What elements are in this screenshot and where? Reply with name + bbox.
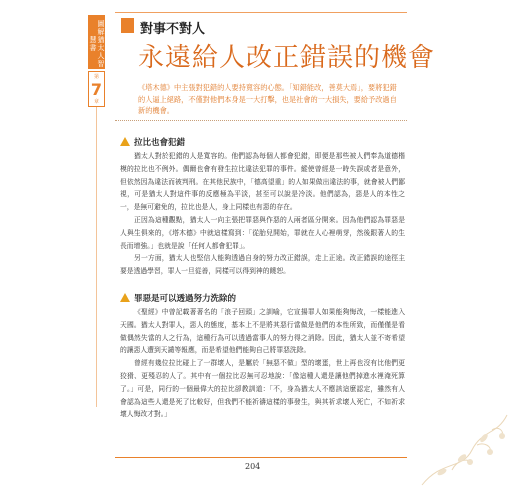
warning-triangle-icon	[120, 293, 130, 302]
kicker-marker	[121, 18, 134, 33]
side-divider	[96, 107, 97, 407]
footer-rule	[115, 457, 407, 458]
header-rule	[115, 12, 407, 13]
paragraph: 另一方面，猶太人也堅信人能夠透過自身的努力改正錯誤，走上正途。改正錯誤的途徑主要是透過學習，罪人一旦從善，同樣可以得到神的饒恕。	[120, 254, 405, 276]
chapter-marker	[88, 71, 105, 107]
page-title: 永遠給人改正錯誤的機會	[138, 43, 436, 73]
paragraph: 曾經有幾位拉比碰上了一群壞人，是屬於「無惡不做」型的壞蛋，世上再也沒有比他們更狡猾、更殘忍的人了。其中有一個拉比忍無可忍地說：「像這種人還是讓他們掉進水裡淹死算了。」可是，同行的一個最偉大的拉比卻教訓道：「不，身為猶太人不應該這麼認定，雖然有人會認為這些人還是死了比較好，但我們不能祈禱這樣的事發生，與其祈求壞人死亡，不如祈求壞人悔改才對。」	[120, 359, 405, 419]
paragraph: 猶太人對於犯錯的人是寬容的。他們認為每個人都會犯錯，即便是那些被人們奉為道德楷模的拉比也不例外。偶爾也會有發生拉比違法犯罪的事件。縱使曾經是一時失誤或者是意外，但依然因為違法而被判刑。在其他民族中，「德高望重」的人如果做出違法的事，就會被人們鄙視，可是猶太人對這件事的反應極為平淡，甚至可以說是冷淡。他們認為，惡是人的本性之一，是無可避免的，拉比也是人，身上同樣也有惡的存在。	[120, 152, 405, 212]
intro-summary: 《塔木德》中主張對犯錯的人要持寬容的心態。「知錯能改，善莫大焉」，要將犯錯的人逼上絕路，不僅對他們本身是一大打擊，也是社會的一大損失，要給予改過自新的機會。	[138, 83, 397, 115]
series-tab: 圖解猶太人智慧書	[88, 15, 105, 69]
chapter-number: 7	[90, 80, 103, 99]
floral-ornament-icon	[412, 400, 512, 490]
paragraph: 正因為這種觀點，猶太人一向主張把罪惡與作惡的人兩者區分開來。因為他們認為罪惡是人與生俱來的，《塔木德》中就這樣寫到：「從胎兒開始，罪就在人心裡萌芽，然後跟著人的生長而增強。」也就是說「任何人都會犯罪」。	[120, 215, 405, 250]
section-heading-text: 拉比也會犯錯	[134, 138, 186, 148]
dotted-divider	[115, 120, 407, 121]
chapter-suffix: 章	[93, 99, 99, 105]
section-heading-2	[120, 292, 236, 304]
section-heading-text: 罪惡是可以透過努力洗除的	[134, 294, 237, 304]
section-heading-1	[120, 136, 185, 148]
section-body-1	[120, 150, 405, 278]
chapter-prefix: 第	[93, 74, 99, 80]
section-body-2	[120, 306, 405, 421]
warning-triangle-icon	[120, 137, 130, 146]
section-kicker: 對事不對人	[140, 22, 206, 37]
page-number: 204	[245, 462, 261, 471]
paragraph: 《聖經》中曾記載著著名的「浪子回頭」之訓喻，它宣揚罪人如果能夠悔改，一樣能進入天國。猶太人對罪人，惡人的態度，基本上不是將其惡行當做是他們的本性所致，而僅僅是看做偶然失當的人之行為，這種行為可以透過當事人的努力得之消除。因此，猶太人並不寄希望的讓惡人遭到天譴等報應，而是希望他們能夠自己將罪惡洗除。	[120, 308, 405, 355]
